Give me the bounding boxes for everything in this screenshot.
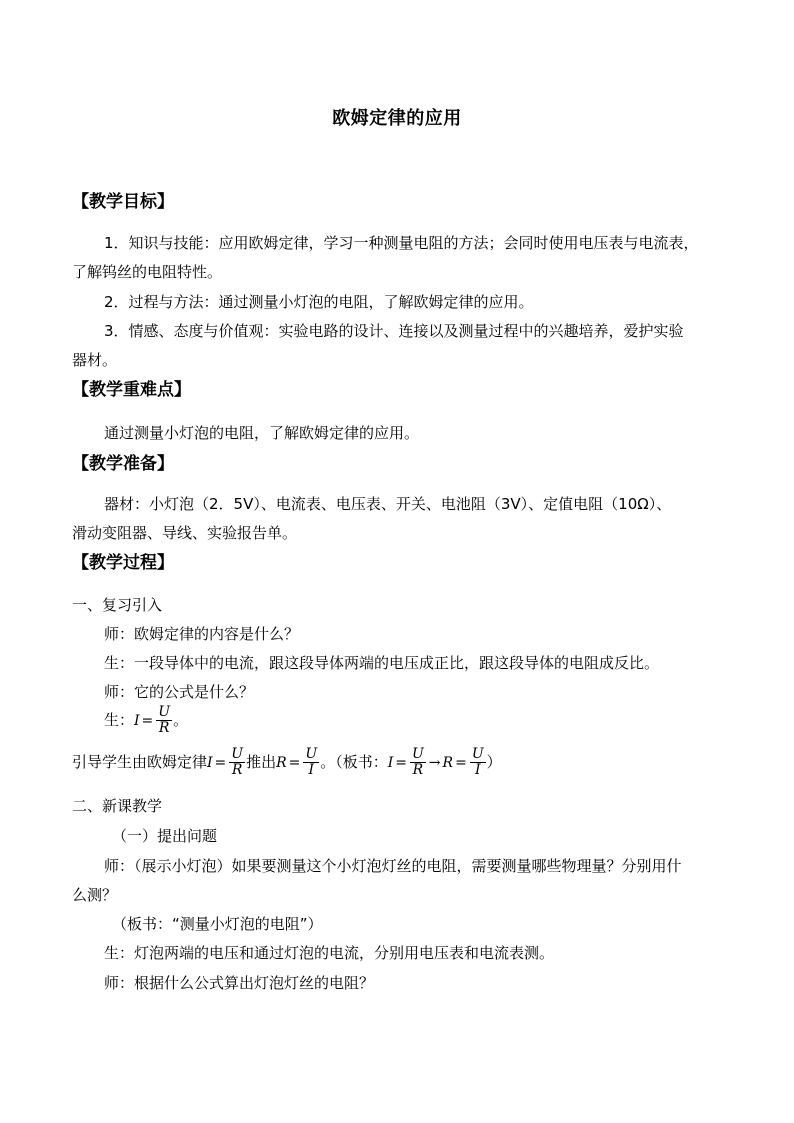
formula-current-symbol: I [134,713,140,729]
teacher-question-3-line-1: 师：（展示小灯泡）如果要测量这个小灯泡灯丝的电阻，需要测量哪些物理量？分别用什 [104,857,682,875]
teacher-question-1: 师：欧姆定律的内容是什么？ [104,625,300,643]
fraction-denominator: I [474,762,481,778]
subsection-1-heading: （一）提出问题 [112,827,218,845]
guide-mid: 推出 [246,753,277,771]
formula-equals: = [141,713,154,729]
section-1-heading: 一、复习引入 [72,596,163,614]
fraction-numerator: U [471,746,484,762]
fraction-numerator: U [411,746,424,762]
goal-3-line-1: 3．情感、态度与价值观：实验电路的设计、连接以及测量过程中的兴趣培养，爱护实验 [104,322,684,340]
guide-end: ） [486,753,502,771]
goal-1-line-1: 1．知识与技能：应用欧姆定律，学习一种测量电阻的方法；会同时使用电压表与电流表， [104,234,699,252]
section-2-heading: 二、新课教学 [72,797,163,815]
fraction-numerator: U [158,704,171,720]
preparation-line-1: 器材：小灯泡（2．5V）、电流表、电压表、开关、电池阻（3V）、定值电阻（10Ω）、 [104,495,672,513]
formula-arrow: → [428,755,441,771]
preparation-line-2: 滑动变阻器、导线、实验报告单。 [72,524,298,542]
teacher-question-3-line-2: 么测？ [72,886,118,904]
preparation-heading: 【教学准备】 [72,454,174,474]
document-title: 欧姆定律的应用 [332,108,462,129]
fraction-denominator: R [412,762,424,778]
goals-heading: 【教学目标】 [72,192,174,212]
formula-resistance-symbol: R [276,755,287,771]
answer-prefix: 生： [104,711,135,729]
key-points-text: 通过测量小灯泡的电阻，了解欧姆定律的应用。 [104,424,420,442]
board-note: （板书：“测量小灯泡的电阻”） [112,915,323,933]
guide-derivation [72,746,502,779]
fraction-denominator: R [231,762,243,778]
formula-current-symbol: I [387,755,394,771]
teacher-question-2: 师：它的公式是什么？ [104,683,255,701]
fraction-u-over-i [303,747,319,778]
fraction-denominator: R [158,720,170,736]
fraction-numerator: U [305,746,318,762]
formula-equals: = [395,755,407,771]
formula-equals: = [455,755,467,771]
fraction-denominator: I [308,762,315,778]
fraction-u-over-r [229,747,245,778]
answer-suffix: 。 [173,711,189,729]
guide-board: 。（板书： [320,753,388,771]
process-heading: 【教学过程】 [72,553,174,573]
fraction-u-over-r [156,705,172,736]
fraction-numerator: U [231,746,244,762]
fraction-u-over-i [470,747,486,778]
student-answer-1: 生：一段导体中的电流，跟这段导体两端的电压成正比，跟这段导体的电阻成反比。 [104,654,660,672]
goal-3-line-2: 器材。 [72,351,118,369]
key-points-heading: 【教学重难点】 [72,380,191,400]
goal-1-line-2: 了解钨丝的电阻特性。 [72,263,223,281]
fraction-u-over-r [410,747,426,778]
student-answer-2 [104,705,188,736]
student-answer-3: 生：灯泡两端的电压和通过灯泡的电流，分别用电压表和电流表测。 [104,944,555,962]
teacher-question-4: 师：根据什么公式算出灯泡灯丝的电阻？ [104,974,375,992]
formula-equals: = [288,755,301,771]
goal-2: 2．过程与方法：通过测量小灯泡的电阻，了解欧姆定律的应用。 [104,293,534,311]
guide-prefix: 引导学生由欧姆定律 [72,753,208,771]
formula-current-symbol: I [207,755,213,771]
formula-equals: = [214,755,227,771]
formula-resistance-symbol: R [442,755,454,771]
